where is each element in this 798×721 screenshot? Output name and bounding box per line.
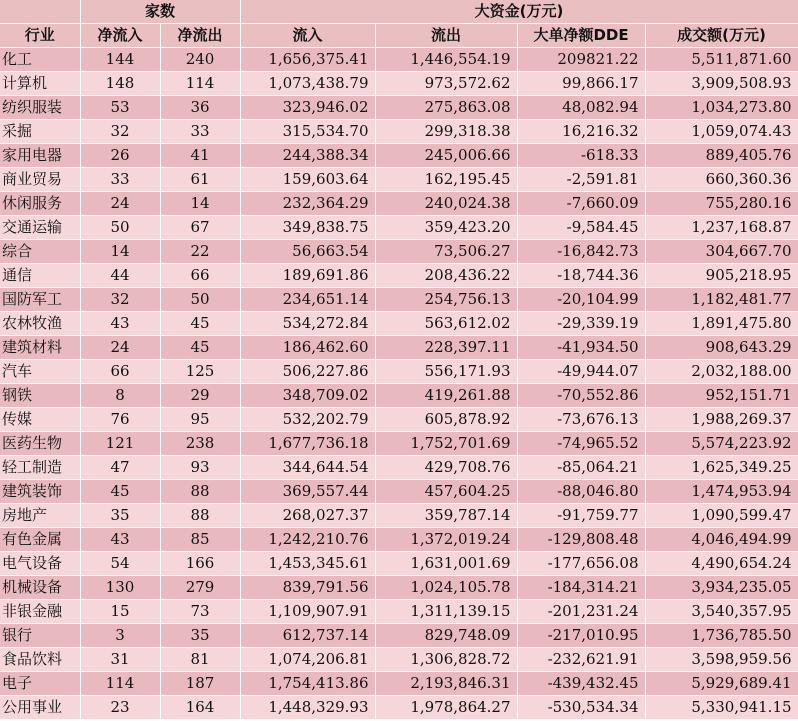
cell-net-out: 36 [160, 96, 240, 120]
cell-inflow: 348,709.02 [240, 384, 375, 408]
cell-net-in: 3 [80, 624, 160, 648]
cell-turnover: 5,511,871.60 [645, 48, 798, 72]
cell-net-out: 66 [160, 264, 240, 288]
cell-dde: -20,104.99 [517, 288, 645, 312]
cell-turnover: 3,540,357.95 [645, 600, 798, 624]
cell-net-out: 73 [160, 600, 240, 624]
cell-dde: -618.33 [517, 144, 645, 168]
cell-industry: 银行 [0, 624, 80, 648]
table-row [0, 168, 798, 192]
table-row [0, 408, 798, 432]
cell-inflow: 1,109,907.91 [240, 600, 375, 624]
table-row [0, 696, 798, 720]
cell-dde: -29,339.19 [517, 312, 645, 336]
cell-industry: 通信 [0, 264, 80, 288]
cell-net-out: 29 [160, 384, 240, 408]
cell-dde: -177,656.08 [517, 552, 645, 576]
cell-inflow: 369,557.44 [240, 480, 375, 504]
cell-net-in: 144 [80, 48, 160, 72]
cell-industry: 电子 [0, 672, 80, 696]
cell-net-in: 44 [80, 264, 160, 288]
table-row [0, 432, 798, 456]
table-row [0, 456, 798, 480]
cell-outflow: 457,604.25 [375, 480, 517, 504]
table-row [0, 504, 798, 528]
cell-inflow: 839,791.56 [240, 576, 375, 600]
cell-outflow: 605,878.92 [375, 408, 517, 432]
cell-net-out: 81 [160, 648, 240, 672]
cell-turnover: 3,909,508.93 [645, 72, 798, 96]
cell-net-in: 45 [80, 480, 160, 504]
table-row [0, 384, 798, 408]
cell-dde: -85,064.21 [517, 456, 645, 480]
cell-industry: 交通运输 [0, 216, 80, 240]
cell-inflow: 244,388.34 [240, 144, 375, 168]
cell-inflow: 189,691.86 [240, 264, 375, 288]
cell-net-out: 67 [160, 216, 240, 240]
cell-turnover: 2,032,188.00 [645, 360, 798, 384]
cell-dde: -70,552.86 [517, 384, 645, 408]
cell-industry: 医药生物 [0, 432, 80, 456]
cell-dde: 48,082.94 [517, 96, 645, 120]
table-row [0, 624, 798, 648]
column-header-industry: 行业 [0, 24, 80, 48]
cell-dde: -49,944.07 [517, 360, 645, 384]
cell-industry: 房地产 [0, 504, 80, 528]
table-body [0, 48, 798, 720]
cell-net-in: 148 [80, 72, 160, 96]
cell-net-in: 24 [80, 336, 160, 360]
table-row [0, 576, 798, 600]
cell-net-out: 85 [160, 528, 240, 552]
cell-net-out: 187 [160, 672, 240, 696]
cell-outflow: 1,311,139.15 [375, 600, 517, 624]
cell-turnover: 5,574,223.92 [645, 432, 798, 456]
cell-turnover: 1,182,481.77 [645, 288, 798, 312]
cell-dde: -41,934.50 [517, 336, 645, 360]
cell-net-out: 240 [160, 48, 240, 72]
table-row [0, 144, 798, 168]
cell-net-in: 14 [80, 240, 160, 264]
cell-turnover: 1,988,269.37 [645, 408, 798, 432]
cell-inflow: 232,364.29 [240, 192, 375, 216]
cell-outflow: 299,318.38 [375, 120, 517, 144]
cell-net-out: 238 [160, 432, 240, 456]
cell-inflow: 534,272.84 [240, 312, 375, 336]
table-row [0, 216, 798, 240]
cell-net-in: 15 [80, 600, 160, 624]
table-row [0, 480, 798, 504]
table-row [0, 552, 798, 576]
cell-inflow: 1,656,375.41 [240, 48, 375, 72]
cell-net-out: 114 [160, 72, 240, 96]
cell-dde: -439,432.45 [517, 672, 645, 696]
cell-turnover: 1,625,349.25 [645, 456, 798, 480]
cell-net-in: 43 [80, 312, 160, 336]
cell-outflow: 162,195.45 [375, 168, 517, 192]
cell-dde: -232,621.91 [517, 648, 645, 672]
table-row [0, 288, 798, 312]
cell-industry: 汽车 [0, 360, 80, 384]
cell-turnover: 755,280.16 [645, 192, 798, 216]
cell-outflow: 275,863.08 [375, 96, 517, 120]
cell-inflow: 56,663.54 [240, 240, 375, 264]
column-header-inflow: 流入 [240, 24, 375, 48]
cell-turnover: 889,405.76 [645, 144, 798, 168]
cell-dde: 209821.22 [517, 48, 645, 72]
cell-dde: -18,744.36 [517, 264, 645, 288]
cell-dde: -129,808.48 [517, 528, 645, 552]
cell-dde: 99,866.17 [517, 72, 645, 96]
cell-inflow: 1,453,345.61 [240, 552, 375, 576]
cell-inflow: 612,737.14 [240, 624, 375, 648]
cell-inflow: 1,448,329.93 [240, 696, 375, 720]
cell-dde: -217,010.95 [517, 624, 645, 648]
cell-industry: 采掘 [0, 120, 80, 144]
cell-net-out: 14 [160, 192, 240, 216]
cell-turnover: 1,237,168.87 [645, 216, 798, 240]
cell-outflow: 429,708.76 [375, 456, 517, 480]
cell-outflow: 228,397.11 [375, 336, 517, 360]
cell-industry: 食品饮料 [0, 648, 80, 672]
cell-dde: -73,676.13 [517, 408, 645, 432]
cell-net-in: 23 [80, 696, 160, 720]
cell-outflow: 556,171.93 [375, 360, 517, 384]
cell-turnover: 908,643.29 [645, 336, 798, 360]
table-row [0, 240, 798, 264]
cell-net-out: 45 [160, 336, 240, 360]
cell-industry: 国防军工 [0, 288, 80, 312]
cell-turnover: 3,934,235.05 [645, 576, 798, 600]
cell-outflow: 254,756.13 [375, 288, 517, 312]
cell-net-out: 88 [160, 504, 240, 528]
cell-industry: 公用事业 [0, 696, 80, 720]
cell-inflow: 506,227.86 [240, 360, 375, 384]
cell-industry: 非银金融 [0, 600, 80, 624]
column-header-outflow: 流出 [375, 24, 517, 48]
cell-industry: 农林牧渔 [0, 312, 80, 336]
cell-turnover: 660,360.36 [645, 168, 798, 192]
cell-dde: -88,046.80 [517, 480, 645, 504]
cell-turnover: 304,667.70 [645, 240, 798, 264]
cell-inflow: 344,644.54 [240, 456, 375, 480]
cell-outflow: 359,787.14 [375, 504, 517, 528]
cell-inflow: 1,242,210.76 [240, 528, 375, 552]
cell-industry: 电气设备 [0, 552, 80, 576]
cell-turnover: 3,598,959.56 [645, 648, 798, 672]
cell-industry: 商业贸易 [0, 168, 80, 192]
cell-outflow: 240,024.38 [375, 192, 517, 216]
column-header-turnover: 成交额(万元) [645, 24, 798, 48]
cell-net-in: 66 [80, 360, 160, 384]
cell-net-in: 24 [80, 192, 160, 216]
cell-outflow: 419,261.88 [375, 384, 517, 408]
cell-outflow: 245,006.66 [375, 144, 517, 168]
cell-industry: 休闲服务 [0, 192, 80, 216]
table-row [0, 192, 798, 216]
cell-turnover: 905,218.95 [645, 264, 798, 288]
cell-net-out: 166 [160, 552, 240, 576]
cell-industry: 建筑材料 [0, 336, 80, 360]
table-row [0, 72, 798, 96]
cell-turnover: 5,929,689.41 [645, 672, 798, 696]
table-row [0, 336, 798, 360]
cell-net-out: 45 [160, 312, 240, 336]
cell-turnover: 1,059,074.43 [645, 120, 798, 144]
column-header-net-in: 净流入 [80, 24, 160, 48]
cell-net-in: 53 [80, 96, 160, 120]
header-group-funds: 大资金(万元) [240, 0, 798, 24]
cell-industry: 家用电器 [0, 144, 80, 168]
cell-net-out: 279 [160, 576, 240, 600]
table-row [0, 648, 798, 672]
cell-inflow: 1,754,413.86 [240, 672, 375, 696]
cell-outflow: 563,612.02 [375, 312, 517, 336]
cell-net-out: 35 [160, 624, 240, 648]
cell-net-out: 22 [160, 240, 240, 264]
header-group-row [0, 0, 798, 24]
cell-dde: -9,584.45 [517, 216, 645, 240]
cell-dde: -7,660.09 [517, 192, 645, 216]
cell-net-in: 8 [80, 384, 160, 408]
cell-dde: -184,314.21 [517, 576, 645, 600]
cell-outflow: 73,506.27 [375, 240, 517, 264]
cell-turnover: 1,891,475.80 [645, 312, 798, 336]
cell-net-in: 26 [80, 144, 160, 168]
cell-net-out: 33 [160, 120, 240, 144]
cell-industry: 钢铁 [0, 384, 80, 408]
cell-outflow: 1,024,105.78 [375, 576, 517, 600]
cell-inflow: 1,677,736.18 [240, 432, 375, 456]
cell-dde: -16,842.73 [517, 240, 645, 264]
cell-net-in: 31 [80, 648, 160, 672]
cell-industry: 轻工制造 [0, 456, 80, 480]
cell-inflow: 1,073,438.79 [240, 72, 375, 96]
cell-net-out: 164 [160, 696, 240, 720]
cell-inflow: 315,534.70 [240, 120, 375, 144]
cell-turnover: 5,330,941.15 [645, 696, 798, 720]
cell-inflow: 186,462.60 [240, 336, 375, 360]
cell-industry: 建筑装饰 [0, 480, 80, 504]
cell-outflow: 973,572.62 [375, 72, 517, 96]
cell-turnover: 1,034,273.80 [645, 96, 798, 120]
cell-industry: 计算机 [0, 72, 80, 96]
cell-turnover: 4,046,494.99 [645, 528, 798, 552]
cell-industry: 机械设备 [0, 576, 80, 600]
cell-turnover: 1,736,785.50 [645, 624, 798, 648]
table-row [0, 528, 798, 552]
cell-outflow: 829,748.09 [375, 624, 517, 648]
cell-net-in: 50 [80, 216, 160, 240]
table-row [0, 360, 798, 384]
cell-inflow: 349,838.75 [240, 216, 375, 240]
cell-net-in: 130 [80, 576, 160, 600]
cell-industry: 纺织服装 [0, 96, 80, 120]
header-blank-cell [0, 0, 80, 24]
cell-outflow: 208,436.22 [375, 264, 517, 288]
cell-net-out: 125 [160, 360, 240, 384]
cell-outflow: 1,446,554.19 [375, 48, 517, 72]
cell-inflow: 234,651.14 [240, 288, 375, 312]
cell-net-in: 76 [80, 408, 160, 432]
table-row [0, 48, 798, 72]
cell-outflow: 359,423.20 [375, 216, 517, 240]
cell-outflow: 1,631,001.69 [375, 552, 517, 576]
cell-net-out: 50 [160, 288, 240, 312]
cell-inflow: 1,074,206.81 [240, 648, 375, 672]
cell-outflow: 1,978,864.27 [375, 696, 517, 720]
cell-net-out: 93 [160, 456, 240, 480]
cell-industry: 综合 [0, 240, 80, 264]
cell-dde: 16,216.32 [517, 120, 645, 144]
cell-net-out: 41 [160, 144, 240, 168]
cell-inflow: 323,946.02 [240, 96, 375, 120]
cell-dde: -201,231.24 [517, 600, 645, 624]
cell-outflow: 1,306,828.72 [375, 648, 517, 672]
header-group-count: 家数 [80, 0, 240, 24]
cell-dde: -74,965.52 [517, 432, 645, 456]
cell-net-in: 33 [80, 168, 160, 192]
table-row [0, 96, 798, 120]
cell-turnover: 1,090,599.47 [645, 504, 798, 528]
table-row [0, 600, 798, 624]
table-row [0, 672, 798, 696]
column-header-dde: 大单净额DDE [517, 24, 645, 48]
cell-net-in: 114 [80, 672, 160, 696]
header-columns-row [0, 24, 798, 48]
cell-net-in: 43 [80, 528, 160, 552]
table-row [0, 120, 798, 144]
cell-outflow: 2,193,846.31 [375, 672, 517, 696]
cell-net-out: 61 [160, 168, 240, 192]
cell-net-in: 54 [80, 552, 160, 576]
cell-net-out: 88 [160, 480, 240, 504]
cell-net-out: 95 [160, 408, 240, 432]
cell-turnover: 4,490,654.24 [645, 552, 798, 576]
cell-net-in: 32 [80, 120, 160, 144]
cell-net-in: 121 [80, 432, 160, 456]
table-row [0, 264, 798, 288]
cell-net-in: 32 [80, 288, 160, 312]
cell-net-in: 35 [80, 504, 160, 528]
cell-industry: 有色金属 [0, 528, 80, 552]
cell-industry: 传媒 [0, 408, 80, 432]
cell-net-in: 47 [80, 456, 160, 480]
cell-turnover: 952,151.71 [645, 384, 798, 408]
cell-turnover: 1,474,953.94 [645, 480, 798, 504]
cell-inflow: 532,202.79 [240, 408, 375, 432]
cell-dde: -530,534.34 [517, 696, 645, 720]
cell-dde: -91,759.77 [517, 504, 645, 528]
cell-outflow: 1,752,701.69 [375, 432, 517, 456]
cell-dde: -2,591.81 [517, 168, 645, 192]
table-row [0, 312, 798, 336]
cell-industry: 化工 [0, 48, 80, 72]
cell-outflow: 1,372,019.24 [375, 528, 517, 552]
column-header-net-out: 净流出 [160, 24, 240, 48]
table-header [0, 0, 798, 48]
cell-inflow: 268,027.37 [240, 504, 375, 528]
cell-inflow: 159,603.64 [240, 168, 375, 192]
